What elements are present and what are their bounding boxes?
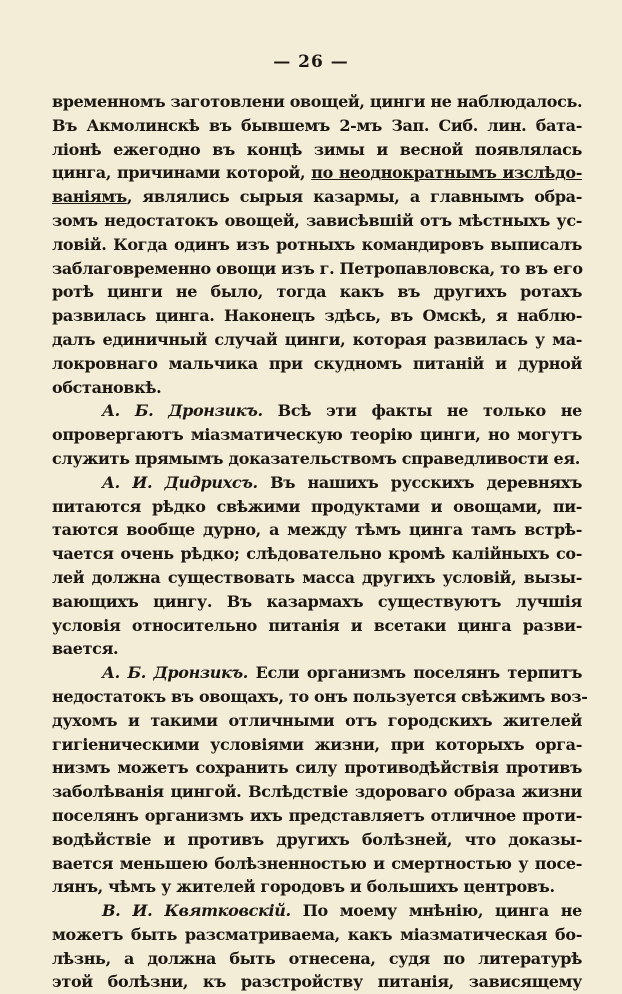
text-line [52, 542, 582, 566]
line-text: временномъ заготовлени овощей, цинги не наблюдалось. [52, 92, 583, 111]
text-line [52, 518, 582, 542]
text-line [52, 399, 582, 423]
line-text: низмъ можетъ сохранить силу противодѣйствiя противъ [52, 758, 582, 778]
text-line [52, 328, 582, 352]
text-line [52, 756, 582, 780]
line-text: локровнаго мальчика при скудномъ питанiй и дурной [52, 353, 582, 373]
text-line [52, 376, 582, 400]
line-text: лiонѣ ежегодно въ концѣ зимы и весной появлялась [52, 139, 582, 159]
underlined-text: ванiямъ [52, 187, 127, 207]
text-line [52, 161, 582, 185]
line-text: вается меньшею болѣзненностью и смертностью у посе- [52, 853, 582, 873]
speaker-name: А. Б. Дронзикъ. [102, 663, 249, 683]
line-text: заблаговременно овощи изъ г. Петропавловска, то въ его [52, 258, 583, 278]
line-text: По моему мнѣнiю, цинга не [290, 901, 582, 921]
line-text: вающихъ цингу. Въ казармахъ существуютъ лучшiя [52, 591, 582, 611]
line-text: Если организмъ поселянъ терпитъ [248, 663, 582, 683]
line-text: Всѣ эти факты не только не [262, 401, 582, 421]
text-line [52, 90, 582, 114]
line-text: опровергаютъ мiазматическую теорiю цинги, но могутъ [52, 425, 582, 445]
text-line [52, 352, 582, 376]
line-text: лѣзнь, а должна быть отнесена, судя по литературѣ [52, 948, 582, 968]
text-line [52, 709, 582, 733]
text-line [52, 423, 582, 447]
line-text: лей должна существовать масса другихъ условiй, вызы- [52, 567, 582, 587]
text-line [52, 471, 582, 495]
speaker-name: А. И. Дидрихсъ. [102, 472, 258, 492]
text-line [52, 733, 582, 757]
line-text: служить прямымъ доказательствомъ справедливости ея. [52, 448, 581, 468]
line-text: чается очень рѣдко; слѣдовательно кромѣ калiйныхъ со- [52, 544, 582, 564]
text-line [52, 233, 582, 257]
text-line [52, 852, 582, 876]
text-line [52, 114, 582, 138]
line-text: питаются рѣдко свѣжими продуктами и овощами, пи- [52, 496, 582, 516]
line-text: развилась цинга. Наконецъ здѣсь, въ Омскѣ, я наблю- [52, 306, 582, 326]
body-text [52, 90, 588, 994]
line-text: цинга, причинами которой, [52, 163, 312, 183]
line-text: вается. [52, 639, 119, 659]
text-line [52, 875, 582, 899]
line-text: лянъ, чѣмъ у жителей городовъ и большихъ центровъ. [52, 877, 555, 897]
line-text: заболѣванiя цингой. Вслѣдствiе здороваго образа жизни [52, 782, 582, 802]
line-text: духомъ и такими отличными отъ городскихъ жителей [52, 710, 582, 730]
line-text: ротѣ цинги не было, тогда какъ въ другихъ ротахъ [52, 282, 582, 302]
line-text: зомъ недостатокъ овощей, зависѣвшiй отъ мѣстныхъ ус- [52, 210, 582, 230]
text-line [52, 804, 582, 828]
text-line [52, 209, 582, 233]
text-line [52, 970, 582, 994]
line-text: этой болѣзни, къ разстройству питанiя, зависящему [52, 972, 582, 992]
text-line [52, 637, 582, 661]
line-text: ловiй. Когда одинъ изъ ротныхъ командировъ выписалъ [52, 234, 582, 254]
text-line [52, 614, 582, 638]
text-line [52, 780, 582, 804]
speaker-name: В. И. Квятковскiй. [102, 901, 291, 921]
underlined-text: по неоднократнымъ изслѣдо- [311, 163, 582, 183]
text-line [52, 280, 582, 304]
line-text: условiя относительно питанiя и всетаки цинга разви- [52, 615, 582, 635]
text-line [52, 947, 582, 971]
line-text: таются вообще дурно, а между тѣмъ цинга тамъ встрѣ- [52, 520, 582, 540]
line-text: гигiеническими условiями жизни, при которыхъ орга- [52, 734, 582, 754]
line-text: Въ Акмолинскѣ въ бывшемъ 2-мъ Зап. Сиб. лин. бата- [52, 115, 582, 135]
line-text: можетъ быть разсматриваема, какъ мiазматическая бо- [52, 924, 582, 944]
text-line [52, 257, 582, 281]
line-text: , являлись сырыя казармы, а главнымъ обра- [126, 187, 582, 207]
text-line [52, 661, 582, 685]
text-line [52, 566, 582, 590]
page-number: — 26 — [273, 52, 349, 72]
speaker-name: А. Б. Дронзикъ. [102, 401, 263, 421]
line-text: обстановкѣ. [52, 377, 162, 397]
text-line [52, 590, 582, 614]
line-text: далъ единичный случай цинги, которая развилась у ма- [52, 329, 582, 349]
text-line [52, 923, 582, 947]
text-line [52, 447, 582, 471]
text-line [52, 899, 582, 923]
line-text: поселянъ организмъ ихъ представляетъ отличное проти- [52, 805, 582, 825]
line-text: недостатокъ въ овощахъ, то онъ пользуется свѣжимъ воз- [52, 686, 588, 706]
line-text: Въ нашихъ русскихъ деревняхъ [257, 472, 582, 492]
text-line [52, 685, 588, 709]
text-line [52, 828, 582, 852]
text-line [52, 304, 582, 328]
text-line [52, 185, 582, 209]
text-line [52, 138, 582, 162]
line-text: водѣйствiе и противъ другихъ болѣзней, что доказы- [52, 829, 582, 849]
text-line [52, 495, 582, 519]
